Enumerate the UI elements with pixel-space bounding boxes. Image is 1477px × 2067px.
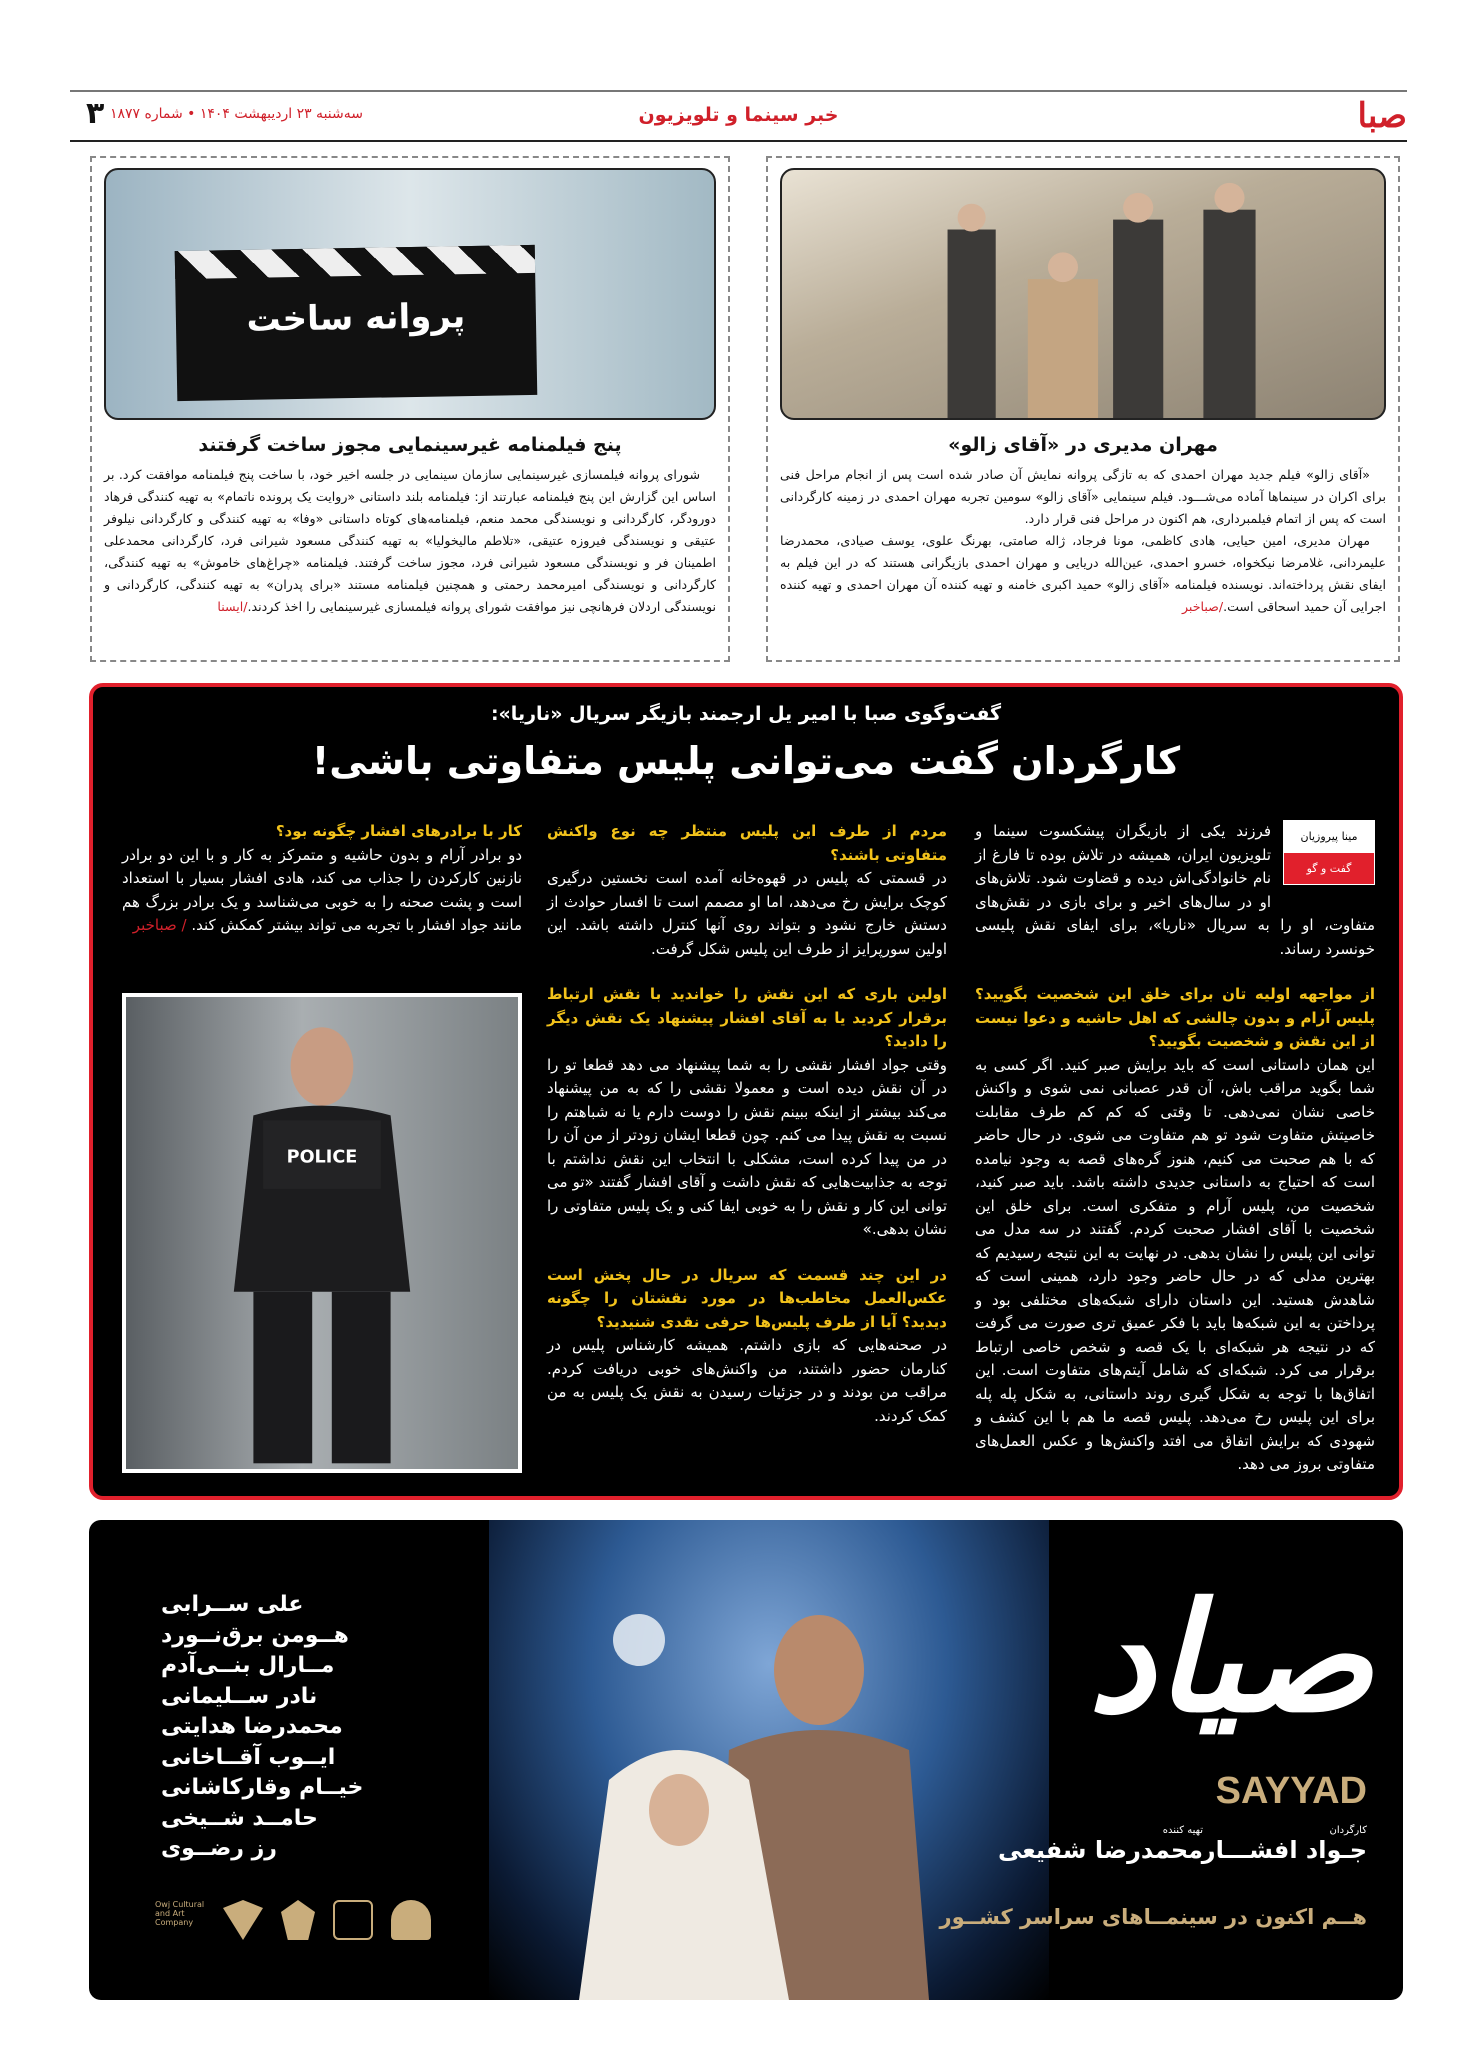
article-headline: پنج فیلمنامه غیرسینمایی مجوز ساخت گرفتند [198, 434, 622, 456]
article-body: «آقای زالو» فیلم جدید مهران احمدی که به تازگی پروانه نمایش آن صادر شده است پس از انجام مراحل فنی برای اکران در سینماها آماده می‌شـــود. فیلم سینمایی «آقای زالو» سومین تجربه مهران احمدی در زمینه کارگردانی است که پس از اتمام فیلمبرداری، هم اکنون در مراحل فنی قرار دارد. [780, 467, 1386, 526]
svg-text:POLICE: POLICE [286, 1147, 358, 1168]
film-title-latin: SAYYAD [1215, 1770, 1367, 1812]
question: مردم از طرف این پلیس منتظر چه نوع واکنش متفاوتی باشند؟ [547, 822, 947, 864]
article-headline: مهران مدیری در «آقای زالو» [948, 434, 1218, 456]
news-article-aghaye-zalo [766, 156, 1400, 662]
question: کار با برادرهای افشار چگونه بود؟ [275, 822, 522, 840]
page-number: ۳ [86, 96, 105, 131]
cast-name: نادر ســلیمانی [161, 1683, 318, 1709]
question: اولین باری که این نقش را خواندید با نقش ارتباط برقرار کردید یا به آقای افشار پیشنهاد یک نقش دیگر را دادید؟ [547, 985, 947, 1050]
cast-name: محمدرضا هدایتی [161, 1714, 343, 1739]
cast-name: حامــد شــیخی [161, 1805, 318, 1831]
intro-text: فرزند یکی از بازیگران پیشکسوت سینما و تلویزیون ایران، همیشه در تلاش بوده تا فارغ از نام خانوادگی‌اش دیده و قضاوت شود. تلاش‌های او در سال‌های اخیر و برای بازی در نقش‌های متفاوت، او را به سریال «ناریا»، برای ایفای نقش پلیسی خونسرد رساند. [975, 822, 1375, 958]
news-article-five-scripts [90, 156, 730, 662]
clapperboard-image [104, 168, 716, 420]
interview-headline: کارگردان گفت می‌توانی پلیس متفاوتی باشی! [311, 739, 1181, 783]
film-advertisement[interactable] [89, 1520, 1403, 2000]
sponsor-logos: Owj Cultural and Art Company [155, 1900, 431, 1940]
film-title-logo: صیاد [1087, 1570, 1373, 1746]
newspaper-logo[interactable]: صبا [1357, 96, 1407, 136]
author-name: مینا پیروزیان [1284, 821, 1374, 853]
cast-name: مــارال بنــی‌آدم [161, 1653, 335, 1678]
section-title: خبر سینما و تلویزیون [638, 104, 839, 126]
cast-list [161, 1590, 363, 1865]
byline-box [1283, 820, 1375, 885]
answer: در صحنه‌هایی که بازی داشتم. همیشه کارشناس پلیس در کنارمان حضور داشتند، من واکنش‌های خوبی دریافت کردم. مراقب من بودند و در جزئیات رسیدن به نقش یک پلیس به من کمک کردند. [547, 1336, 947, 1425]
clapperboard-icon: پروانه ساخت [175, 245, 538, 401]
cast-name: علی ســرابی [161, 1592, 304, 1617]
cast-name: خیــام وقارکاشانی [161, 1775, 364, 1800]
category-label: گفت و گو [1284, 853, 1374, 885]
sponsor-logo-icon [391, 1900, 431, 1940]
answer: دو برادر آرام و بدون حاشیه و متمرکز به کار و با این دو برادر نازنین کارکردن را جذاب می کند، هادی افشار بسیار با استعداد است و پشت صحنه را به خوبی می‌شناسد و یک برادر بزرگ هم مانند جواد افشار با تجربه می تواند بیشتر کمکش کند. [122, 845, 522, 934]
sponsor-logo-icon [333, 1900, 373, 1940]
header-rule [70, 140, 1407, 142]
cast-name: هــومن برق‌نــورد [161, 1622, 349, 1648]
interview-kicker: گفت‌وگوی صبا با امیر یل ارجمند بازیگر سریال «ناریا»: [490, 703, 1002, 725]
column-right [975, 820, 1375, 1499]
source-link[interactable]: /صباخبر [1181, 599, 1224, 614]
question: از مواجهه اولیه تان برای خلق این شخصیت بگویید؟ پلیس آرام و بدون چالشی که اهل حاشیه و دعوا نیست از این نقش و شخصیت بگویید؟ [975, 985, 1375, 1050]
issue-info: سه‌شنبه ۲۳ اردیبهشت ۱۴۰۴ • شماره ۱۸۷۷ [110, 106, 363, 122]
column-middle [547, 820, 947, 1450]
article-body: مهران مدیری، امین حیایی، هادی کاظمی، مونا فرجاد، ژاله صامتی، بهرنگ علوی، یوسف صیادی، محمدرضا علیمردانی، غلامرضا نیکخواه، خسرو احمدی، عین‌الله دریایی و مهران احمدی بازیگرانی هستند که در این فیلم به ایفای نقش پرداخته‌اند. نویسنده فیلمنامه «آقای زالو» حمید اکبری خامنه و تهیه کننده آن مهران احمدی و تهیه کننده اجرایی آن حمید اسحاقی است./صباخبر [780, 533, 1386, 614]
sponsor-logo-icon [223, 1900, 263, 1940]
producer-credit: تهیه کننده محمدرضا شفیعی [998, 1825, 1203, 1864]
answer: وقتی جواد افشار نقشی را به شما پیشنهاد می دهد قطعا تو را در آن نقش دیده است و معمولا نقشی را که به من پیشنهاد می‌کند بیشتر از اینکه ببینم نقش را دوست دارم یا نه شباهتم را نسبت به نقش پیدا می کنم. چون قطعا ایشان زودتر از من آن را در من پیدا کرده است، مشکلی با انتخاب این نقش نداشتم با توجه به جذابیت‌هایی که نقش داشت و آقای افشار گفتند «تو می توانی این کار و نقش را به خوبی ایفا کنی و یک پلیس متفاوتی را نشان بدهی.» [547, 1055, 947, 1238]
source-link[interactable]: / صباخبر [132, 916, 187, 934]
top-rule [70, 90, 1407, 92]
question: در این چند قسمت که سریال در حال پخش است عکس‌العمل مخاطب‌ها در مورد نقشتان را چگونه دیدید؟ آیا از طرف پلیس‌ها حرفی نقدی شنیدید؟ [547, 1265, 947, 1331]
answer: در قسمتی که پلیس در قهوه‌خانه آمده است نخستین درگیری کوچک برایش رخ می‌دهد، اما او مصمم است تا افسار حوادث از دستش خارج نشود و بتواند روی آنها کنترل داشته باشد. این اولین سورپرایز از طرف این پلیس شکل گرفت. [547, 869, 947, 958]
ad-tagline: هــم اکنون در سینمــاهای سراسر کشــور [939, 1905, 1367, 1929]
article-body: شورای پروانه فیلمسازی غیرسینمایی سازمان سینمایی در جلسه اخیر خود، با ساخت پنج فیلمنامه موافقت کرد. بر اساس این گزارش این پنج فیلمنامه عبارتند از: فیلمنامه بلند داستانی «روایت یک پرونده ناتمام» به تهیه کنندگی فرهاد دورودگر، کارگردانی و نویسندگی محمد منعم، فیلمنامه‌های کوتاه داستانی «وفا» به تهیه کنندگی و کارگردانی نیلوفر عتیقی و نویسندگی فیروزه عتیقی، «تلاطم مالیخولیا» به تهیه کنندگی مسعود شیرانی فرد، کارگردانی محمدعلی اطمینان فر و نویسندگی مسعود شیرانی فرد، مجوز ساخت گرفتند. فیلمنامه «چراغ‌های خاموش» به تهیه کنندگی، کارگردانی و نویسندگی امیرمحمد رحمتی و همچنین فیلمنامه مستند «برای پدران» به تهیه کنندگی، کارگردانی و نویسندگی اردلان فرهانچی نیز موافقت شورای پروانه فیلمسازی غیرسینمایی را اخذ کردند./ایسنا [104, 467, 716, 614]
film-still-image [780, 168, 1386, 420]
cast-name: رز رضــوی [161, 1836, 277, 1861]
sponsor-logo-icon [281, 1900, 315, 1940]
column-left [122, 820, 522, 960]
cast-name: ایــوب آقــاخانی [161, 1744, 336, 1770]
source-link[interactable]: /ایسنا [217, 599, 248, 614]
director-credit: کارگردان جـواد افشـــار [1201, 1825, 1367, 1864]
interview-feature [89, 683, 1403, 1500]
answer: این همان داستانی است که باید برایش صبر کنید. اگر کسی به شما بگوید مراقب باش، آن قدر عصبانی نمی شوی و واکنش خاصی نشان نمی‌دهی. تا وقتی که کم کم طرف مقابلت خاصیتش متفاوت شود تو هم متفاوت می شوی. در حال حاضر که با هم صحبت می کنیم، هنوز گره‌های قصه به وجود نیامده است که احتیاج به داستانی جدیدی داشته باشد. باید صبر کنید، شخصیت من، پلیس آرام و متفکری است. برای خلق این شخصیت با آقای افشار صحبت کردم. گفتند در سه مدل می توانی این پلیس را نشان بدهی. در نهایت به این نتیجه رسیدیم که بهترین مدلی که در حال حاضر وجود دارد، همینی است که شاهدش هستید. این داستان دارای شبکه‌های مختلفی بود و پرداختن به این شبکه‌ها باید با فکر عمیق تری صورت می گرفت که در نتیجه هر شبکه‌ای با یک قصه و شخص خاصی ارتباط برقرار می کرد. شبکه‌ای که شامل آیتم‌های متفاوت است. این اتفاق‌ها با توجه به شکل گیری روند داستانی، به شکل پله پله برای این پلیس رخ می‌دهد. پلیس قصه ما هم با این کشف و شهودی که برایش اتفاق می افتد واکنش‌ها و عکس العمل‌های متفاوتی بروز می دهد. [975, 1055, 1375, 1473]
actor-police-photo [122, 993, 522, 1473]
